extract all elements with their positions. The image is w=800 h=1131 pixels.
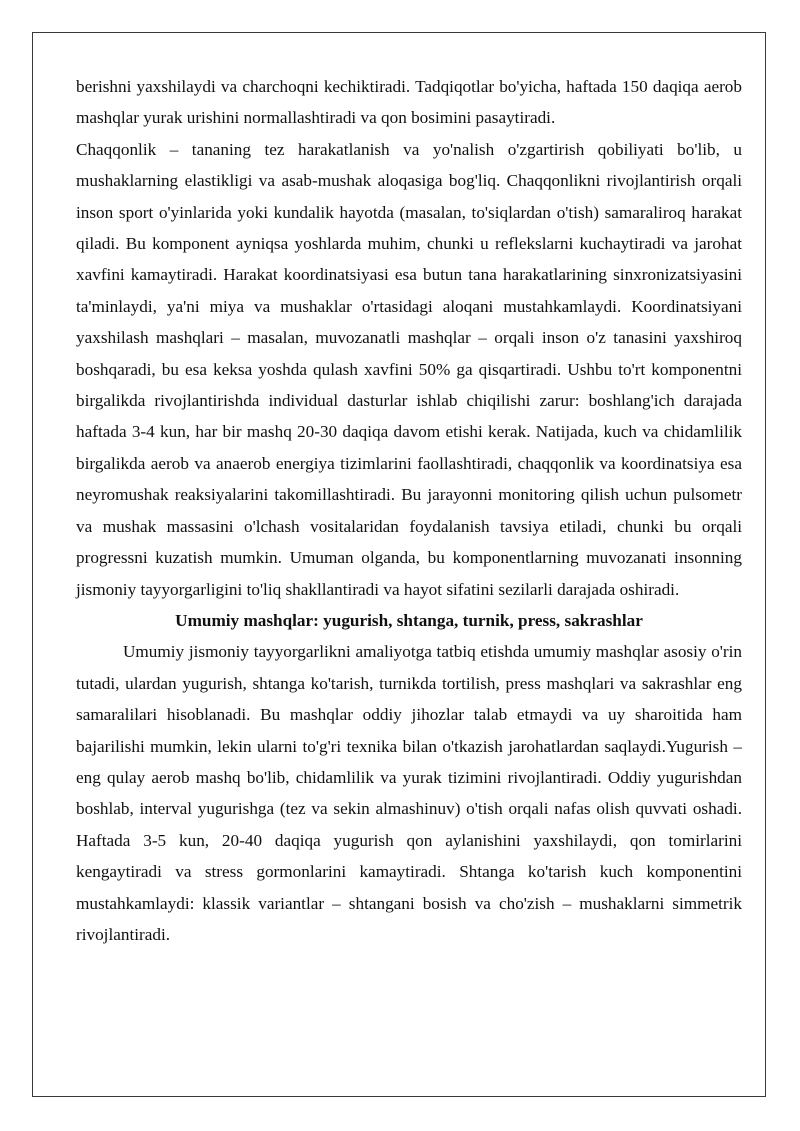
document-body (76, 71, 742, 950)
section-heading: Umumiy mashqlar: yugurish, shtanga, turnik, press, sakrashlar (175, 610, 643, 630)
paragraph-continuation: berishni yaxshilaydi va charchoqni kechiktiradi. Tadqiqotlar bo'yicha, haftada 150 daqiqa aerob mashqlar yurak urishini normallashtiradi va qon bosimini pasaytiradi. (76, 77, 742, 128)
paragraph-agility: Chaqqonlik – tananing tez harakatlanish va yo'nalish o'zgartirish qobiliyati bo'lib, u mushaklarning elastikligi va asab-mushak aloqasiga bog'liq. Chaqqonlikni rivojlantirish orqali inson sport o'yinlarida yoki kundalik hayotda (masalan, to'siqlardan o'tish) samaraliroq harakat qiladi. Bu komponent ayniqsa yoshlarda muhim, chunki u reflekslarni kuchaytiradi va jarohat xavfini kamaytiradi. Harakat koordinatsiyasi esa butun tana harakatlarining sinxronizatsiyasini ta'minlaydi, ya'ni miya va mushaklar o'rtasidagi aloqani mustahkamlaydi. Koordinatsiyani yaxshilash mashqlari – masalan, muvozanatli mashqlar – orqali inson o'z tanasini yaxshiroq boshqaradi, bu esa keksa yoshda qulash xavfini 50% ga qisqartiradi. Ushbu to'rt komponentni birgalikda rivojlantirishda individual dasturlar ishlab chiqilishi zarur: boshlang'ich darajada haftada 3-4 kun, har bir mashq 20-30 daqiqa davom etishi kerak. Natijada, kuch va chidamlilik birgalikda aerob va anaerob energiya tizimlarini faollashtiradi, chaqqonlik va koordinatsiya esa neyromushak reaksiyalarini takomillashtiradi. Bu jarayonni monitoring qilish uchun pulsometr va mushak massasini o'lchash vositalaridan foydalanish tavsiya etiladi, chunki bu orqali progressni kuzatish mumkin. Umuman olganda, bu komponentlarning muvozanati insonning jismoniy tayyorgarligini to'liq shakllantiradi va hayot sifatini sezilarli darajada oshiradi. (76, 139, 742, 599)
paragraph-general-exercises: Umumiy jismoniy tayyorgarlikni amaliyotga tatbiq etishda umumiy mashqlar asosiy o'rin tutadi, ulardan yugurish, shtanga ko'tarish, turnikda tortilish, press mashqlari va sakrashlar eng samaralilari hisoblanadi. Bu mashqlar oddiy jihozlar talab etmaydi va uy sharoitida ham bajarilishi mumkin, lekin ularni to'g'ri texnika bilan o'tkazish jarohatlardan saqlaydi.Yugurish – eng qulay aerob mashq bo'lib, chidamlilik va yurak tizimini rivojlantiradi. Oddiy yugurishdan boshlab, interval yugurishga (tez va sekin almashinuv) o'tish orqali nafas olish quvvati oshadi. Haftada 3-5 kun, 20-40 daqiqa yugurish qon aylanishini yaxshilaydi, qon tomirlarini kengaytiradi va stress gormonlarini kamaytiradi. Shtanga ko'tarish kuch komponentini mustahkamlaydi: klassik variantlar – shtangani bosish va cho'zish – mushaklarni simmetrik rivojlantiradi. (76, 642, 742, 944)
